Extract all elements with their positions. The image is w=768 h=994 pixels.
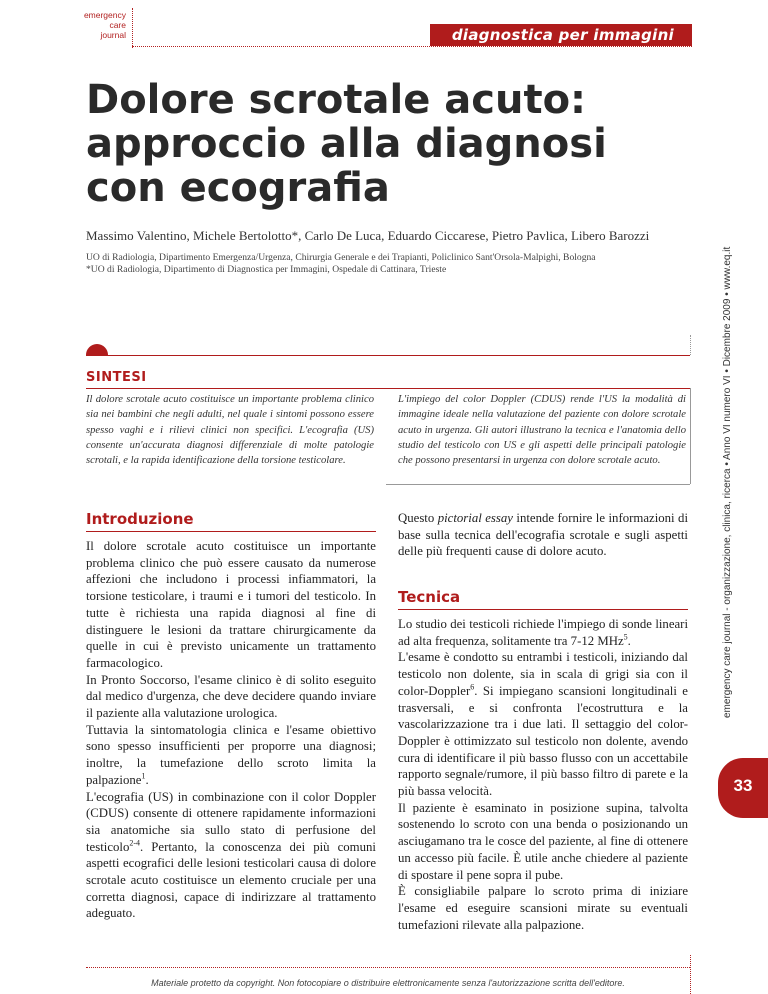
footer-rule: [86, 967, 690, 968]
intro-rule: [86, 531, 376, 532]
pictorial-text: [398, 510, 688, 560]
text-run: L'esame è condotto su entrambi i testicoli, iniziando dal testicolo non dolente, sia in scala di grigi sia con il color-Doppler: [398, 650, 688, 698]
text-run: intende fornire le informazioni di base sulla tecnica dell'ecografia scrotale e sugli aspetti delle più frequenti cause di dolore acuto.: [398, 511, 689, 559]
copyright-notice: Materiale protetto da copyright. Non fotocopiare o distribuire elettronicamente senza l'autorizzazione scritta dell'editore.: [151, 978, 625, 988]
intro-body: [86, 538, 376, 922]
affiliation-2: *UO di Radiologia, Dipartimento di Diagnostica per Immagini, Ospedale di Cattinara, Trieste: [86, 264, 447, 275]
text-run: .: [145, 772, 149, 787]
footer-divider: [690, 955, 691, 994]
sintesi-rule-top: [86, 355, 690, 356]
sintesi-right: L'impiego del color Doppler (CDUS) rende l'US la modalità di immagine ideale nella valutazione del paziente con dolore scrotale acuto in urgenza. Gli autori illustrano la tecnica e l'anatomia dello studio del testicolo con US e gli aspetti delle principali patologie che possono presentarsi in urgenza con dolore scrotale acuto.: [398, 394, 686, 467]
page-number: 33: [733, 776, 753, 795]
tecnica-heading: Tecnica: [398, 588, 461, 606]
tecnica-paragraph: [398, 616, 688, 649]
tecnica-rule: [398, 609, 688, 610]
journal-sidebar: emergency care journal - organizzazione, clinica, ricerca • Anno VI numero VI • Dicembre 2009 • www.eq.it: [722, 246, 733, 718]
tecnica-body: [398, 616, 688, 933]
citation: 1: [141, 771, 146, 781]
text-run-italic: pictorial essay: [437, 511, 513, 525]
sintesi-frame-bottom: [386, 484, 690, 485]
journal-logo-line: journal: [100, 30, 126, 40]
sintesi-left: Il dolore scrotale acuto costituisce un importante problema clinico sia nei bambini che negli adulti, nel quale i sintomi possono essere spesso vaghi e i rilievi clinici non specifici. L'ecografia (US) consente un'accurata diagnosi differenziale di molte patologie scrotali, e la rapida identificazione della torsione testicolare.: [86, 394, 374, 467]
page-tab: [718, 758, 768, 818]
citation: 5: [623, 632, 628, 642]
text-run: L'ecografia (US) in combinazione con il color Doppler (CDUS) consente di ottenere rapidamente informazioni sia anatomiche sia sullo stato di perfusione del testicolo: [86, 789, 376, 854]
intro-paragraph: In Pronto Soccorso, l'esame clinico è di solito eseguito dal medico d'urgenza, che deve decidere quando inviare il paziente alla valutazione urologica.: [86, 672, 376, 721]
sintesi-marker: [86, 344, 108, 355]
text-run: Tuttavia la sintomatologia clinica e l'esame obiettivo sono spesso insufficienti per proporre una diagnosi; inoltre, la tumefazione dello scroto limita la palpazione: [86, 722, 376, 787]
text-run: . Si impiegano scansioni longitudinali e trasversali, e si confronta l'ecostruttura e la vascolarizzazione tra i due lati. Il settaggio del color-Doppler è ottimizzato sul testicolo non dolente, avendo cura di identificare il più basso flusso con un accettabile rapporto segnale/rumore, il più basso filtro di parete e la più bassa velocità.: [398, 683, 688, 799]
text-run: Lo studio dei testicoli richiede l'impiego di sonde lineari ad alta frequenza, solitamente tra 7-12 MHz: [398, 617, 688, 648]
sintesi-divider: [690, 335, 691, 355]
pictorial-paragraph: [398, 510, 688, 560]
tecnica-paragraph: Il paziente è esaminato in posizione supina, talvolta sostenendo lo scroto con una benda o posizionando un asciugamano tra le cosce del paziente, al fine di ottenere un accesso più facile. È utile anche chiedere al paziente di spostare il pene sopra il pube.: [398, 800, 688, 882]
intro-heading: Introduzione: [86, 510, 194, 528]
citation: 6: [470, 682, 475, 692]
article-title: Dolore scrotale acuto: approccio alla diagnosi con ecografia: [86, 77, 607, 211]
sintesi-frame: [690, 388, 691, 484]
section-header: [132, 24, 692, 47]
text-run: . Pertanto, la conoscenza dei più comuni aspetti ecografici delle lesioni testicolari causa di dolore scrotale acuto costituisce un elemento cruciale per una corretta diagnosi, capace di indirizzare al trattamento adeguato.: [86, 839, 376, 921]
tecnica-paragraph: È consigliabile palpare lo scroto prima di iniziare l'esame ed eseguire scansioni mirate su eventuali tumefazioni rilevate alla palpazione.: [398, 884, 688, 932]
tecnica-paragraph: [398, 649, 688, 799]
intro-paragraph: Il dolore scrotale acuto costituisce un importante problema clinico che può essere causato da numerose affezioni che includono i processi infiammatori, la torsione testicolare, i traumi e i tumori del testicolo. In tutte è richiesta una rapida diagnosi al fine di distinguere le lesioni da trattare chirurgicamente da quelle in cui è previsto unicamente un trattamento farmacologico.: [86, 539, 376, 670]
intro-paragraph: [86, 722, 376, 789]
affiliations: [86, 252, 706, 276]
sintesi-rule: [86, 388, 690, 389]
citation: 2-4: [129, 838, 141, 848]
journal-logo-line: care: [109, 20, 126, 30]
affiliation-1: UO di Radiologia, Dipartimento Emergenza/Urgenza, Chirurgia Generale e dei Trapianti, Policlinico Sant'Orsola-Malpighi, Bologna: [86, 252, 596, 263]
sintesi-heading: SINTESI: [86, 370, 147, 385]
journal-logo-line: emergency: [83, 10, 126, 20]
intro-paragraph: [86, 789, 376, 923]
text-run: Questo: [398, 511, 438, 525]
authors: Massimo Valentino, Michele Bertolotto*, Carlo De Luca, Eduardo Ciccarese, Pietro Pavlica, Libero Barozzi: [86, 228, 650, 243]
section-title: diagnostica per immagini: [451, 26, 674, 44]
journal-logo: [34, 10, 126, 40]
text-run: .: [627, 633, 631, 648]
